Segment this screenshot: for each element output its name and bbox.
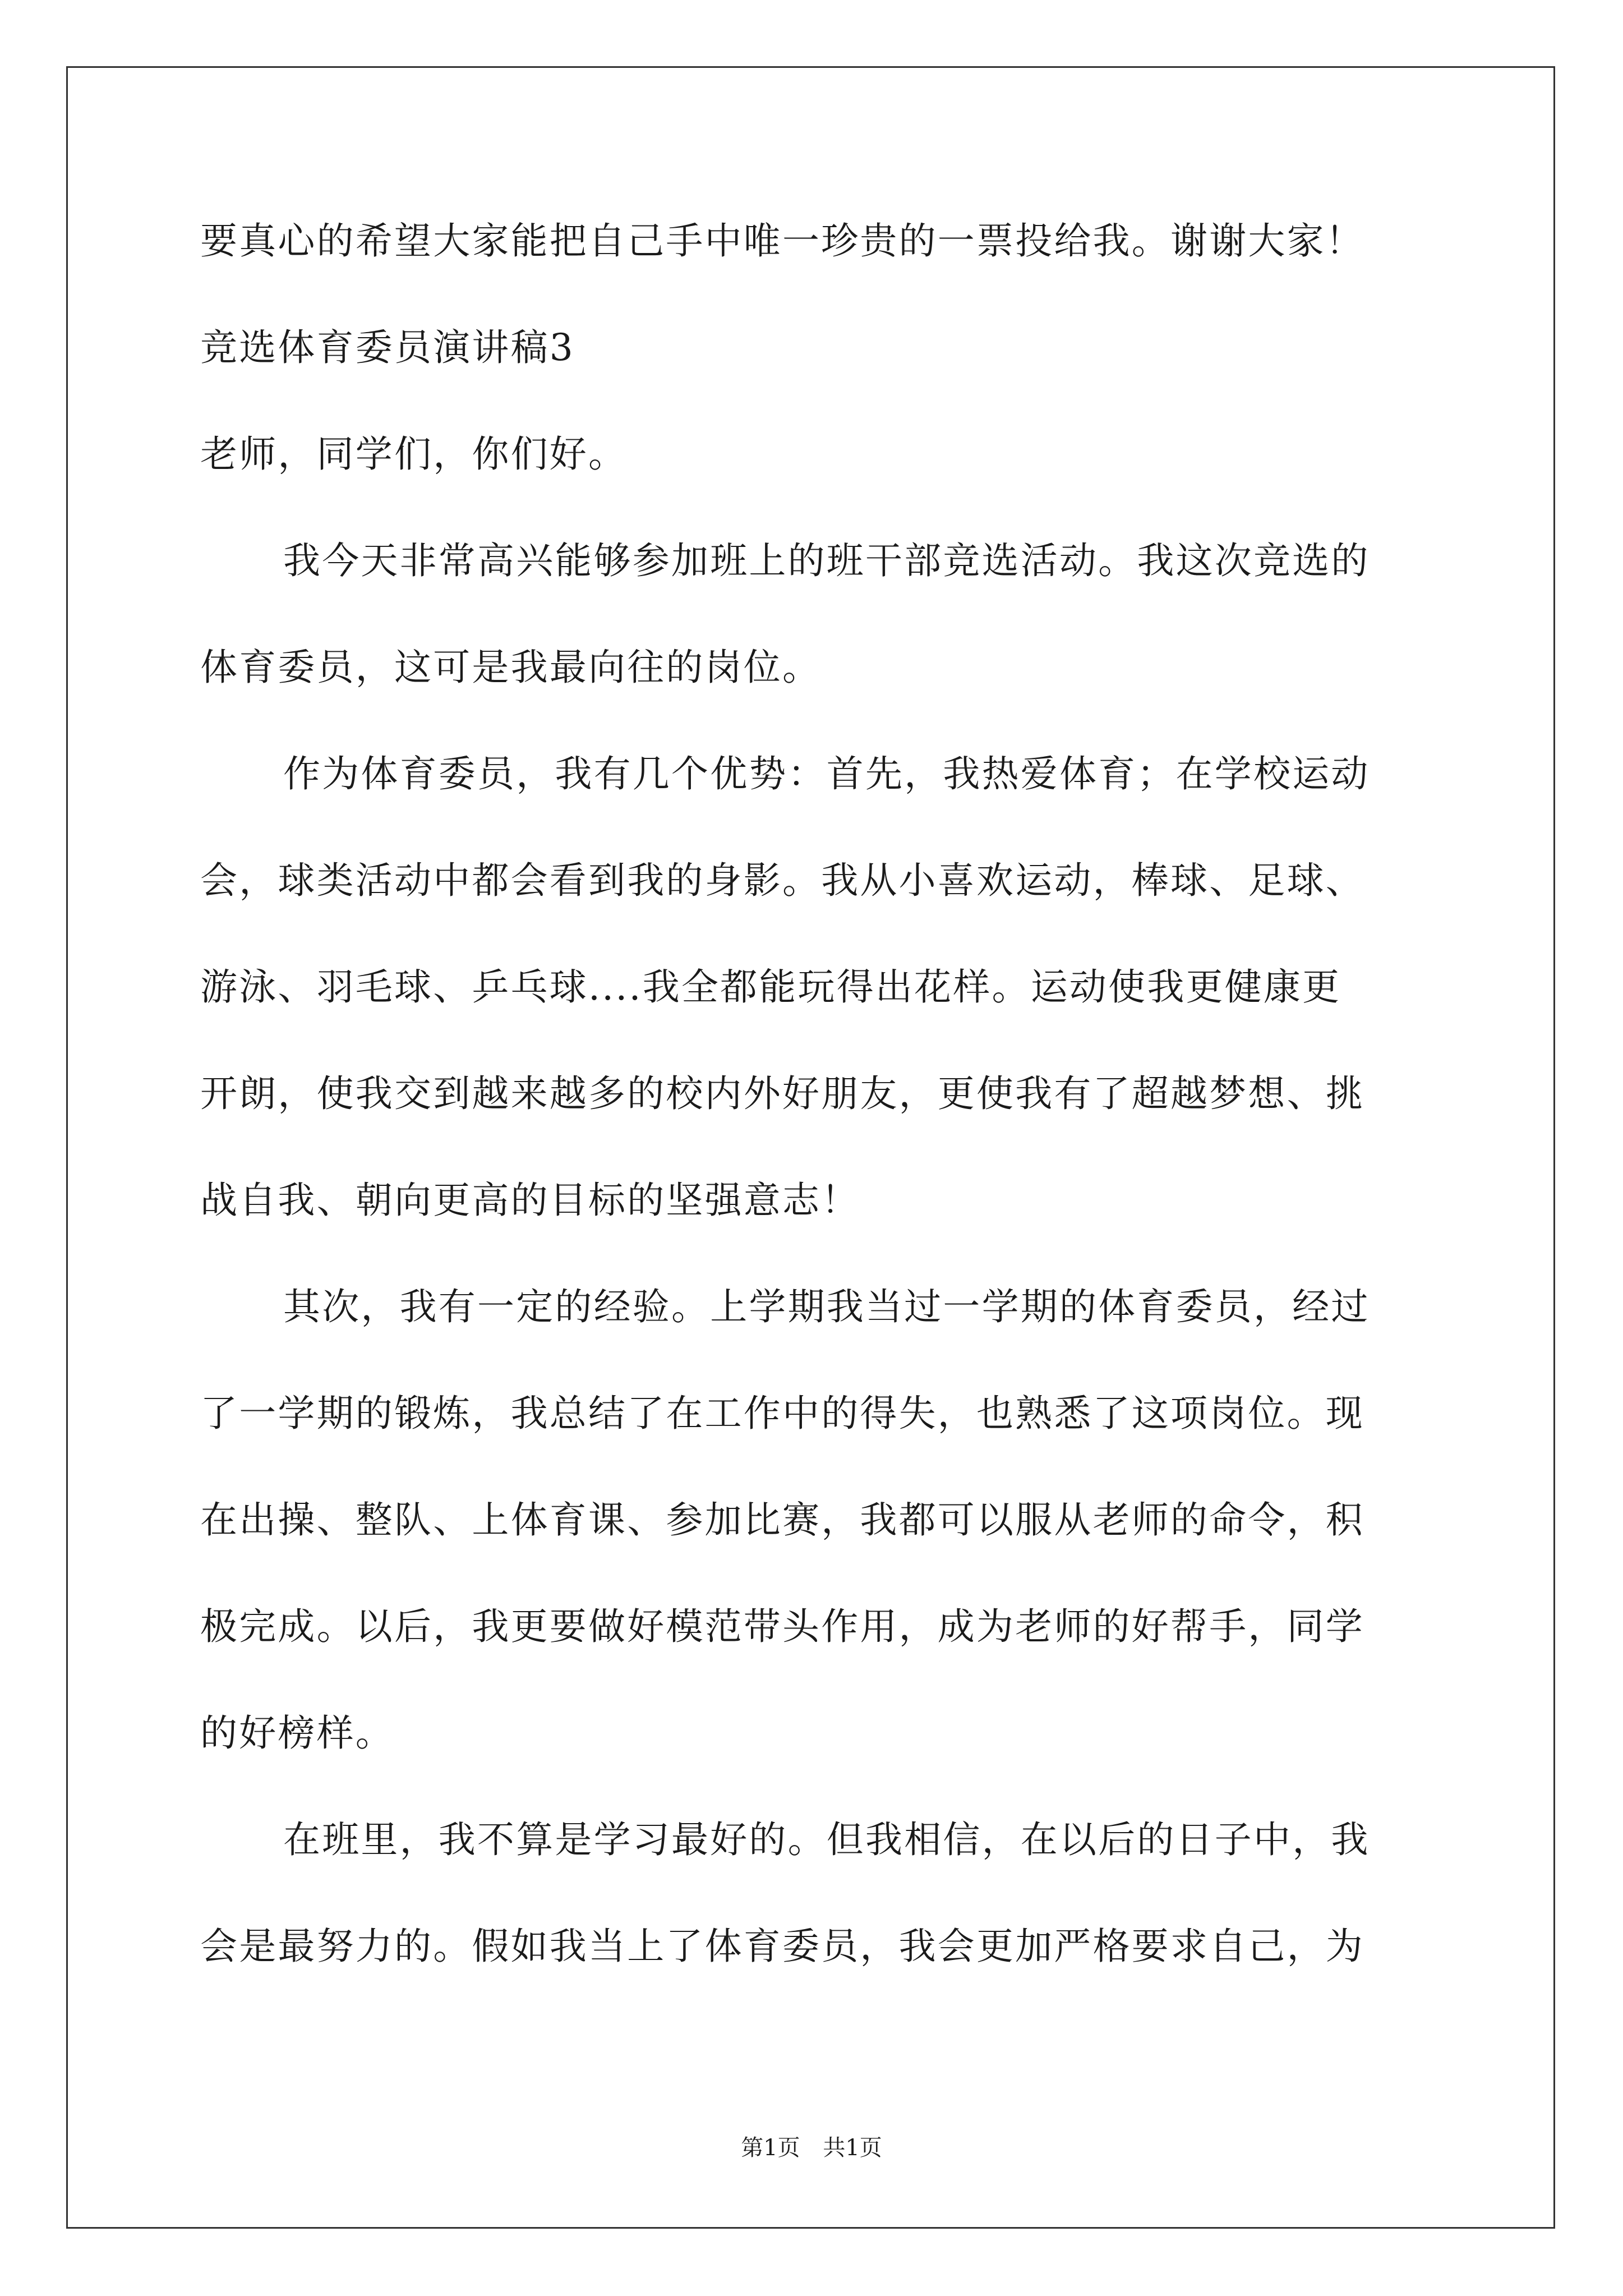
text-line: 要真心的希望大家能把自己手中唯一珍贵的一票投给我。谢谢大家！ <box>200 219 1364 263</box>
text-line: 了一学期的锻炼，我总结了在工作中的得失，也熟悉了这项岗位。现 <box>200 1392 1364 1435</box>
page-number-total: 共1页 <box>823 2135 882 2161</box>
text-line: 游泳、羽毛球、乒乓球....我全都能玩得出花样。运动使我更健康更 <box>200 965 1341 1009</box>
text-line: 战自我、朝向更高的目标的坚强意志！ <box>200 1179 860 1222</box>
paragraph-start-line: 我今天非常高兴能够参加班上的班干部竞选活动。我这次竞选的 <box>283 539 1370 582</box>
text-line: 开朗，使我交到越来越多的校内外好朋友，更使我有了超越梦想、挑 <box>200 1072 1364 1115</box>
section-heading: 竞选体育委员演讲稿3 <box>200 326 575 369</box>
text-line: 的好榜样。 <box>200 1711 394 1755</box>
text-line: 在出操、整队、上体育课、参加比赛，我都可以服从老师的命令，积 <box>200 1498 1364 1542</box>
text-line: 极完成。以后，我更要做好模范带头作用，成为老师的好帮手，同学 <box>200 1605 1364 1648</box>
paragraph-start-line: 在班里，我不算是学习最好的。但我相信，在以后的日子中，我 <box>283 1818 1370 1861</box>
page-border <box>66 66 1555 2229</box>
paragraph-start-line: 其次，我有一定的经验。上学期我当过一学期的体育委员，经过 <box>283 1285 1370 1328</box>
page-footer <box>0 2134 1623 2161</box>
text-line: 会，球类活动中都会看到我的身影。我从小喜欢运动，棒球、足球、 <box>200 859 1364 902</box>
paragraph-start-line: 作为体育委员，我有几个优势：首先，我热爱体育；在学校运动 <box>283 752 1370 795</box>
page-number-current: 第1页 <box>741 2135 800 2161</box>
text-line: 体育委员，这可是我最向往的岗位。 <box>200 646 822 689</box>
text-line: 老师，同学们，你们好。 <box>200 432 628 476</box>
text-line: 会是最努力的。假如我当上了体育委员，我会更加严格要求自己，为 <box>200 1925 1364 1968</box>
